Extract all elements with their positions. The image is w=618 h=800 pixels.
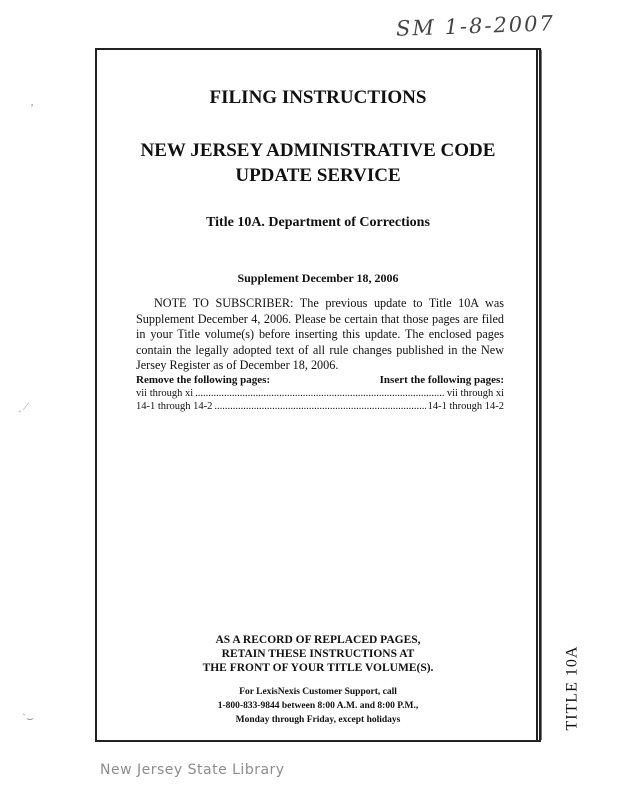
retain-instructions xyxy=(95,633,541,675)
retain-line: THE FRONT OF YOUR TITLE VOLUME(S). xyxy=(202,662,434,674)
leader-dots xyxy=(214,400,425,413)
insert-header: Insert the following pages: xyxy=(379,374,504,386)
table-row xyxy=(136,387,504,400)
title-subheading: Title 10A. Department of Corrections xyxy=(206,215,430,230)
service-title xyxy=(95,138,541,188)
remove-header: Remove the following pages: xyxy=(136,374,271,386)
remove-pages: 14-1 through 14-2 xyxy=(136,401,213,412)
retain-line: RETAIN THESE INSTRUCTIONS AT xyxy=(221,648,415,660)
margin-mark: ˎ ⁄ xyxy=(18,399,27,413)
retain-line: AS A RECORD OF REPLACED PAGES, xyxy=(215,634,421,646)
support-line: For LexisNexis Customer Support, call xyxy=(239,687,397,697)
insert-pages: 14-1 through 14-2 xyxy=(427,401,504,412)
page-replacement-table xyxy=(136,374,504,413)
service-title-line: NEW JERSEY ADMINISTRATIVE CODE xyxy=(140,140,496,161)
title-tab xyxy=(552,643,592,733)
table-header xyxy=(136,374,504,387)
title-tab-label: TITLE 10A xyxy=(563,645,581,731)
remove-pages: vii through xi xyxy=(136,388,194,399)
margin-mark: ‚ xyxy=(30,94,34,108)
page-heading: FILING INSTRUCTIONS xyxy=(209,87,427,108)
table-row xyxy=(136,400,504,413)
margin-mark: ˋ⌣ xyxy=(22,711,34,725)
support-line: Monday through Friday, except holidays xyxy=(235,715,401,725)
handwritten-note: SM 1-8-2007 xyxy=(395,11,556,41)
leader-dots xyxy=(195,387,445,400)
support-line: 1-800-833-9844 between 8:00 A.M. and 8:00 P.M., xyxy=(217,701,419,711)
supplement-date: Supplement December 18, 2006 xyxy=(237,271,399,285)
service-title-line: UPDATE SERVICE xyxy=(235,165,401,186)
subscriber-note: NOTE TO SUBSCRIBER: The previous update to Title 10A was Supplement December 4, 2006. Please be certain that those pages are filed in your Title volume(s) before inserting this update. The enclosed pages contain the legally adopted text of all rule changes published in the New Jersey Register as of December 18, 2006. xyxy=(136,296,504,373)
customer-support xyxy=(95,685,541,727)
library-stamp: New Jersey State Library xyxy=(100,762,285,778)
insert-pages: vii through xi xyxy=(446,388,504,399)
